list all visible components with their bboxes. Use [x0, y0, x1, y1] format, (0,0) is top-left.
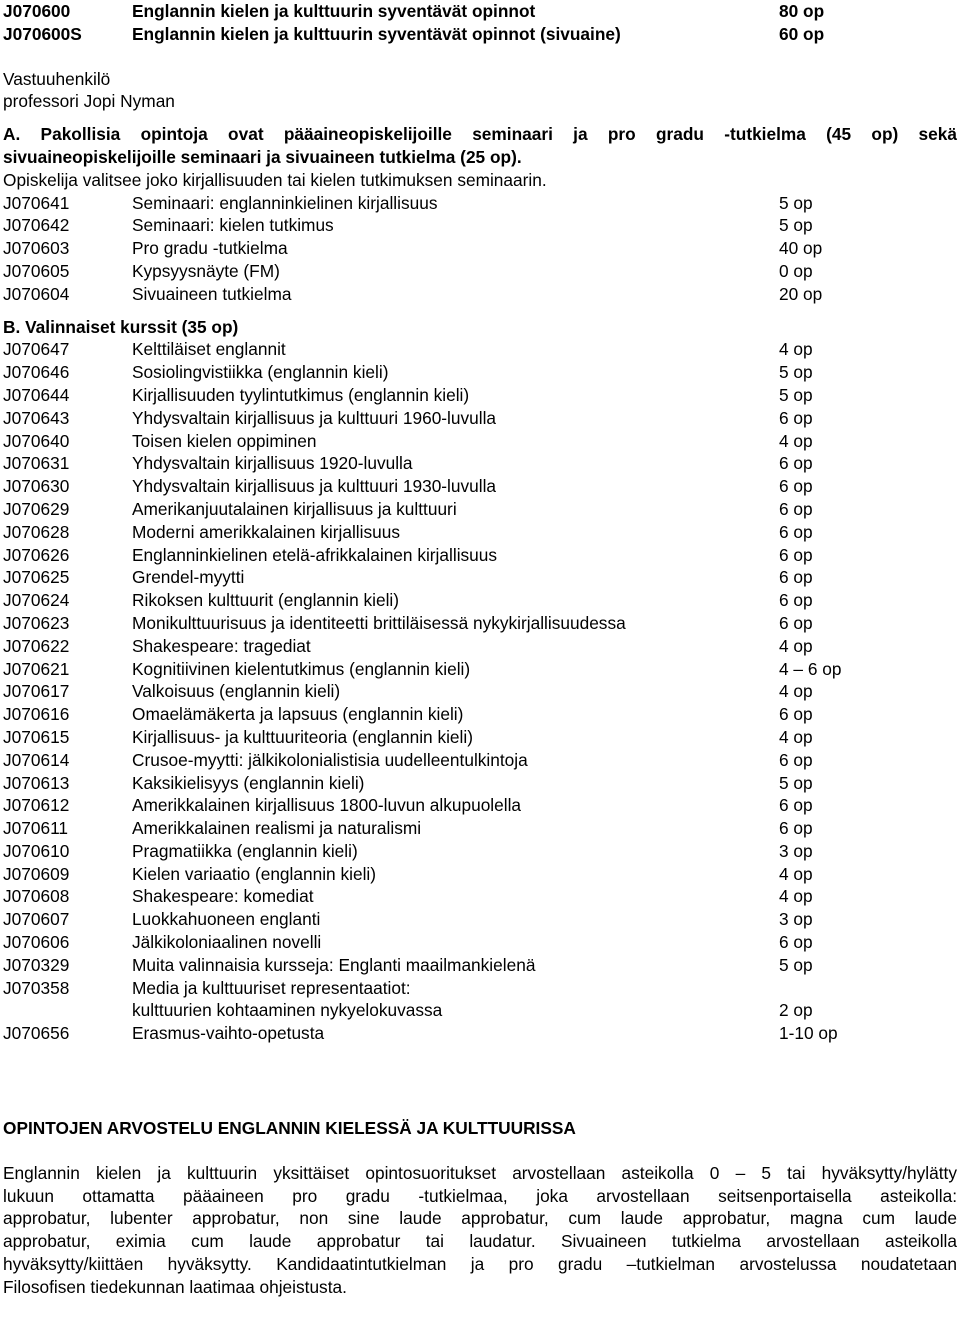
course-row: [3, 544, 957, 567]
course-credits: 3 op: [779, 909, 813, 930]
course-row: [3, 726, 957, 749]
course-row: [3, 566, 957, 589]
course-credits: 4 – 6 op: [779, 658, 842, 679]
course-code: J070644: [3, 384, 70, 405]
course-credits: 6 op: [779, 521, 813, 542]
course-row: [3, 612, 957, 635]
course-credits: 5 op: [779, 954, 813, 975]
course-row: [3, 680, 957, 703]
course-credits: 6 op: [779, 749, 813, 770]
course-credits: 6 op: [779, 498, 813, 519]
course-credits: 6 op: [779, 932, 813, 953]
course-code: J070611: [3, 818, 69, 839]
course-title: Seminaari: kielen tutkimus: [132, 215, 334, 236]
course-code: J070621: [3, 658, 70, 679]
course-row: [3, 885, 957, 908]
grading-line: approbatur, lubenter approbatur, non sine laude approbatur, cum laude approbatur, magna cum laude: [3, 1208, 957, 1229]
course-title: Yhdysvaltain kirjallisuus ja kulttuuri 1930-luvulla: [132, 476, 497, 497]
course-title: Kaksikielisyys (englannin kieli): [132, 772, 365, 793]
course-credits: 3 op: [779, 840, 813, 861]
course-code: J070329: [3, 954, 70, 975]
course-row: [3, 840, 957, 863]
course-credits: 4 op: [779, 863, 813, 884]
grading-line: lukuun ottamatta pääaineen pro gradu -tutkielmaa, joka arvostellaan seitsenportaisella asteikolla:: [3, 1185, 957, 1206]
course-credits: 40 op: [779, 238, 823, 259]
course-row: [3, 192, 957, 215]
course-title: [132, 977, 442, 1023]
course-credits: 6 op: [779, 407, 813, 428]
course-row: [3, 384, 957, 407]
course-row: [3, 214, 957, 237]
course-code: J070609: [3, 863, 70, 884]
course-code: J070600: [3, 1, 71, 21]
grading-line: Englannin kielen ja kulttuurin yksittäiset opintosuoritukset arvostellaan asteikolla 0 – 5 tai hyväksytty/hylätty: [3, 1162, 957, 1183]
course-credits: 5 op: [779, 192, 813, 213]
course-row: [3, 772, 957, 795]
course-credits: 6 op: [779, 453, 813, 474]
course-credits: 4 op: [779, 635, 813, 656]
course-code: J070600S: [3, 23, 82, 44]
grading-last-line: Filosofisen tiedekunnan laatimaa ohjeistusta.: [3, 1276, 347, 1297]
course-credits: 6 op: [779, 818, 813, 839]
course-credits: 5 op: [779, 362, 813, 383]
course-credits: 20 op: [779, 283, 823, 304]
course-title: Kelttiläiset englannit: [132, 339, 286, 360]
course-credits: 4 op: [779, 430, 813, 451]
course-credits: 6 op: [779, 795, 813, 816]
course-credits: 4 op: [779, 886, 813, 907]
course-title: Englannin kielen ja kulttuurin syventävät opinnot: [132, 1, 536, 21]
course-title-line1: Media ja kulttuuriset representaatiot:: [132, 977, 411, 998]
course-row: [3, 521, 957, 544]
course-title: Sivuaineen tutkielma: [132, 283, 292, 304]
course-row: [3, 635, 957, 658]
course-title: Kypsyysnäyte (FM): [132, 260, 280, 281]
course-row: [3, 977, 957, 1023]
course-title: Valkoisuus (englannin kieli): [132, 681, 341, 702]
course-code: J070605: [3, 260, 70, 281]
course-credits: 4 op: [779, 681, 813, 702]
course-title-line2: kulttuurien kohtaaminen nykyelokuvassa: [132, 1000, 443, 1021]
course-code: J070617: [3, 681, 70, 702]
course-credits: 6 op: [779, 704, 813, 725]
grading-line: approbatur, eximia cum laude approbatur tai laudatur. Sivuaineen tutkielma arvostellaan asteikolla: [3, 1231, 957, 1252]
course-code: J070358: [3, 977, 70, 998]
course-code: J070608: [3, 886, 70, 907]
course-row: [3, 589, 957, 612]
course-title: Moderni amerikkalainen kirjallisuus: [132, 521, 400, 542]
grading-line: hyväksytty/kiittäen hyväksytty. Kandidaatintutkielman ja pro gradu –tutkielman arvostelussa noudatetaan: [3, 1254, 957, 1275]
course-row: [3, 954, 957, 977]
course-row: [3, 1022, 957, 1045]
section-a-course-list: [3, 192, 957, 306]
course-row: [3, 260, 957, 283]
course-row: [3, 863, 957, 886]
course-code: J070628: [3, 521, 70, 542]
course-credits: 2 op: [779, 1000, 813, 1021]
course-row: [3, 658, 957, 681]
course-row: [3, 475, 957, 498]
course-title: Amerikkalainen realismi ja naturalismi: [132, 818, 422, 839]
course-row: [3, 237, 957, 260]
course-title: Grendel-myytti: [132, 567, 245, 588]
course-code: J070626: [3, 544, 70, 565]
course-title: Pragmatiikka (englannin kieli): [132, 840, 358, 861]
course-code: J070613: [3, 772, 70, 793]
course-code: J070622: [3, 635, 70, 656]
course-title: Omaelämäkerta ja lapsuus (englannin kieli): [132, 704, 464, 725]
course-row: [3, 817, 957, 840]
course-credits: 5 op: [779, 772, 813, 793]
course-title: Sosiolingvistiikka (englannin kieli): [132, 362, 389, 383]
course-row: [3, 794, 957, 817]
course-code: J070625: [3, 567, 70, 588]
course-code: J070642: [3, 215, 70, 236]
course-credits: 5 op: [779, 215, 813, 236]
course-title: Yhdysvaltain kirjallisuus ja kulttuuri 1960-luvulla: [132, 407, 497, 428]
course-title: Amerikanjuutalainen kirjallisuus ja kulttuuri: [132, 498, 457, 519]
course-row: [3, 283, 957, 306]
course-title: Erasmus-vaihto-opetusta: [132, 1023, 325, 1044]
header-course-row: [3, 23, 957, 46]
course-credits: 4 op: [779, 339, 813, 360]
course-title: Yhdysvaltain kirjallisuus 1920-luvulla: [132, 453, 413, 474]
course-title: Jälkikoloniaalinen novelli: [132, 932, 322, 953]
course-row: [3, 498, 957, 521]
course-code: J070656: [3, 1023, 70, 1044]
section-b-course-list: [3, 338, 957, 976]
course-code: J070630: [3, 476, 70, 497]
course-title: Rikoksen kulttuurit (englannin kieli): [132, 590, 400, 611]
course-credits: 6 op: [779, 544, 813, 565]
course-title: Amerikkalainen kirjallisuus 1800-luvun alkupuolella: [132, 795, 522, 816]
course-code: J070612: [3, 795, 70, 816]
course-code: J070629: [3, 498, 70, 519]
course-credits: 6 op: [779, 567, 813, 588]
section-b-heading: B. Valinnaiset kurssit (35 op): [3, 316, 239, 337]
course-title: Englanninkielinen etelä-afrikkalainen kirjallisuus: [132, 544, 498, 565]
section-a-intro-line2: sivuaineopiskelijoille seminaari ja sivuaineen tutkielma (25 op).: [3, 146, 522, 167]
course-code: J070606: [3, 932, 70, 953]
course-credits: 1-10 op: [779, 1023, 838, 1044]
course-code: J070623: [3, 612, 70, 633]
course-code: J070646: [3, 362, 70, 383]
course-title: Pro gradu -tutkielma: [132, 238, 288, 259]
course-credits: 4 op: [779, 726, 813, 747]
course-title: Kielen variaatio (englannin kieli): [132, 863, 376, 884]
course-row: [3, 361, 957, 384]
course-title: Crusoe-myytti: jälkikolonialistisia uudelleentulkintoja: [132, 749, 528, 770]
course-row: [3, 908, 957, 931]
course-credits: 6 op: [779, 590, 813, 611]
course-credits: 6 op: [779, 612, 813, 633]
course-row: [3, 338, 957, 361]
course-title: Luokkahuoneen englanti: [132, 909, 321, 930]
course-row: [3, 931, 957, 954]
document-page: [3, 0, 957, 1299]
course-title: Kognitiivinen kielentutkimus (englannin kieli): [132, 658, 471, 679]
course-code: J070643: [3, 407, 70, 428]
course-code: J070603: [3, 238, 70, 259]
course-credits: 6 op: [779, 476, 813, 497]
section-a-intro-line1: A. Pakollisia opintoja ovat pääaineopiskelijoille seminaari ja pro gradu -tutkielma (45 op) sekä: [3, 124, 957, 145]
header-course-list: [3, 0, 957, 46]
course-credits: 80 op: [779, 1, 825, 21]
grading-paragraph: [3, 1162, 957, 1276]
course-code: J070610: [3, 840, 70, 861]
course-title: Englannin kielen ja kulttuurin syventävät opinnot (sivuaine): [132, 23, 621, 44]
course-credits: 60 op: [779, 23, 825, 44]
course-row: [3, 430, 957, 453]
course-title: Kirjallisuus- ja kulttuuriteoria (englannin kieli): [132, 726, 473, 747]
course-title: Shakespeare: tragediat: [132, 635, 311, 656]
course-row: [3, 703, 957, 726]
course-title: Toisen kielen oppiminen: [132, 430, 317, 451]
course-code: J070615: [3, 726, 70, 747]
course-title: Shakespeare: komediat: [132, 886, 314, 907]
course-code: J070640: [3, 430, 70, 451]
course-title: Kirjallisuuden tyylintutkimus (englannin kieli): [132, 384, 470, 405]
header-course-row: [3, 0, 957, 23]
course-row: [3, 749, 957, 772]
responsible-label: Vastuuhenkilö: [3, 68, 111, 89]
course-code: J070607: [3, 909, 70, 930]
grading-heading: OPINTOJEN ARVOSTELU ENGLANNIN KIELESSÄ JA KULTTUURISSA: [3, 1118, 576, 1139]
course-title: Muita valinnaisia kursseja: Englanti maailmankielenä: [132, 954, 536, 975]
course-row: [3, 452, 957, 475]
course-credits: 0 op: [779, 260, 813, 281]
course-row: [3, 407, 957, 430]
course-code: J070614: [3, 749, 70, 770]
course-title: Seminaari: englanninkielinen kirjallisuus: [132, 192, 438, 213]
course-code: J070624: [3, 590, 70, 611]
course-credits: 5 op: [779, 384, 813, 405]
course-title: Monikulttuurisuus ja identiteetti brittiläisessä nykykirjallisuudessa: [132, 612, 626, 633]
course-code: J070604: [3, 283, 70, 304]
course-code: J070631: [3, 453, 70, 474]
course-code: J070616: [3, 704, 70, 725]
responsible-name: professori Jopi Nyman: [3, 91, 175, 112]
section-a-note: Opiskelija valitsee joko kirjallisuuden tai kielen tutkimuksen seminaarin.: [3, 169, 547, 190]
course-code: J070641: [3, 192, 70, 213]
course-code: J070647: [3, 339, 70, 360]
